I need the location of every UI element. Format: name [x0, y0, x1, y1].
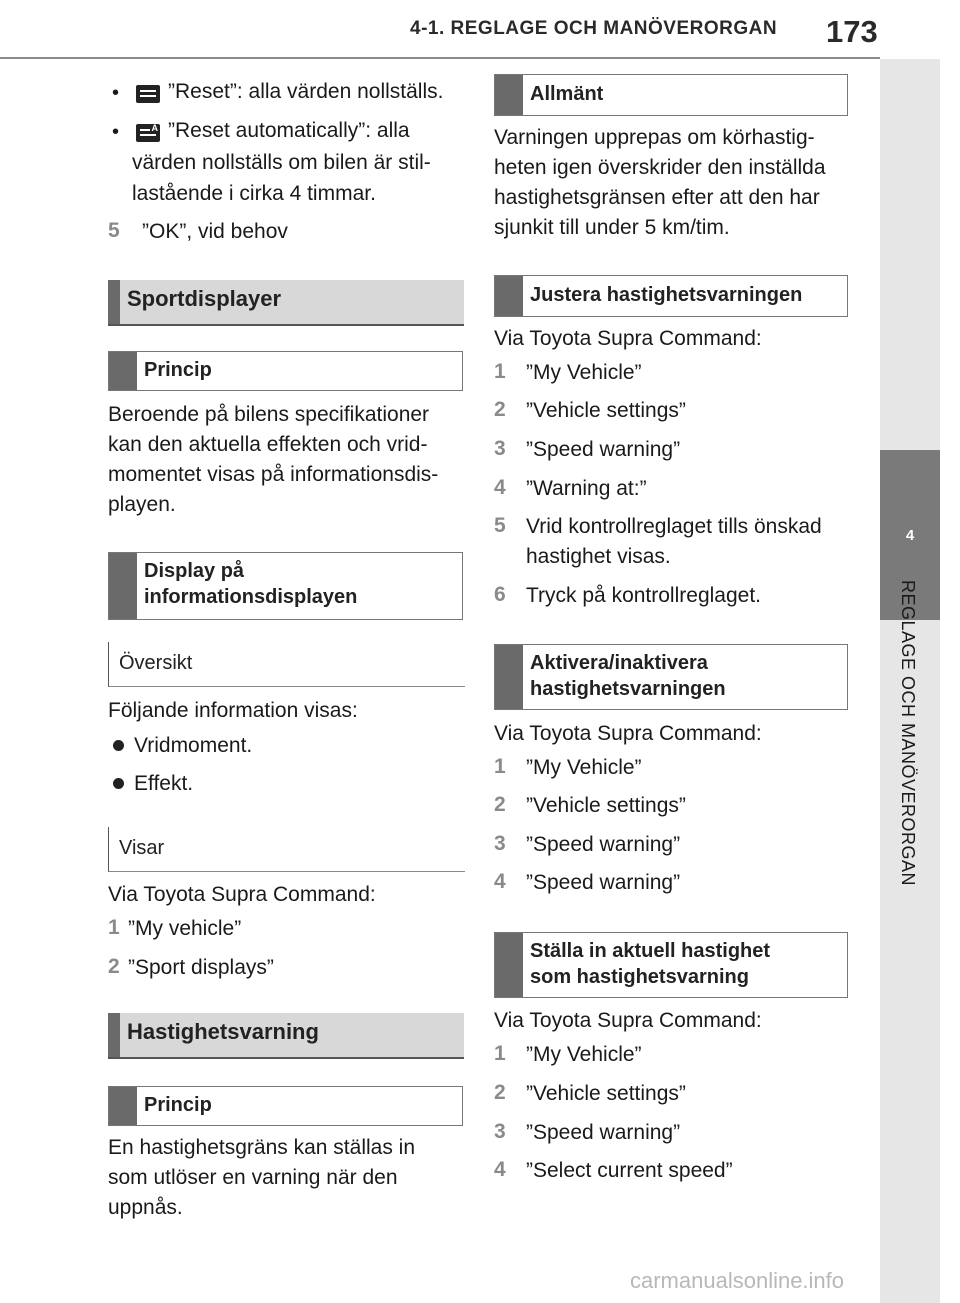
princip-line: En hastighetsgräns kan ställas in: [108, 1136, 416, 1159]
step-text: ”My Vehicle”: [526, 361, 642, 384]
heading-hastighetsvarning: [108, 1013, 464, 1059]
heading-bar: [495, 75, 523, 115]
step-number: 1: [494, 360, 506, 383]
step-text: Tryck på kontrollreglaget.: [526, 584, 761, 607]
section-title: 4-1. REGLAGE OCH MANÖVERORGAN: [410, 18, 778, 39]
heading-sportdisplayer: [108, 280, 464, 326]
step-text: ”Select current speed”: [526, 1159, 733, 1182]
heading-text: Sportdisplayer: [127, 286, 282, 311]
heading-text: hastighetsvarningen: [530, 678, 726, 700]
heading-bar: [495, 645, 523, 709]
step-number: 4: [494, 476, 506, 499]
step-number: 2: [494, 1081, 506, 1104]
allmant-line: sjunkit till under 5 km/tim.: [494, 216, 730, 239]
heading-text: Ställa in aktuell hastighet: [530, 940, 771, 962]
heading-text: Allmänt: [530, 83, 604, 105]
heading-bar: [108, 280, 120, 324]
heading-text: Hastighetsvarning: [127, 1019, 319, 1044]
header-divider: [0, 57, 880, 59]
heading-stalla: [494, 932, 848, 998]
step-number: 4: [494, 870, 506, 893]
allmant-line: Varningen upprepas om körhastig-: [494, 126, 815, 149]
step-text: Vrid kontrollreglaget tills önskad: [526, 515, 822, 538]
heading-display: [108, 552, 463, 620]
step-text: ”Speed warning”: [526, 871, 681, 894]
reset-auto-icon: A: [136, 124, 160, 142]
heading-aktivera: [494, 644, 848, 710]
step-text: ”Vehicle settings”: [526, 1082, 686, 1105]
step-number: 4: [494, 1158, 506, 1181]
heading-text: Display på: [144, 560, 245, 582]
list-item: Effekt.: [134, 772, 194, 795]
princip-line: uppnås.: [108, 1196, 183, 1219]
step-number: 1: [494, 1042, 506, 1065]
heading-bar: [109, 1087, 137, 1125]
step-text: ”Sport displays”: [128, 956, 274, 979]
step-number: 1: [494, 755, 506, 778]
step-number: 2: [494, 793, 506, 816]
step-number: 6: [494, 583, 506, 606]
step-text: ”Speed warning”: [526, 833, 681, 856]
subheading-visar: [108, 827, 465, 872]
bullet-reset: ”Reset”: alla värden nollställs.: [168, 80, 444, 103]
page-number: 173: [826, 14, 878, 49]
list-item: Vridmoment.: [134, 734, 253, 757]
info-intro: Följande information visas:: [108, 699, 358, 722]
subheading-oversikt: [108, 642, 465, 687]
heading-princip: [108, 351, 463, 391]
step-text: ”Vehicle settings”: [526, 399, 686, 422]
princip-line: momentet visas på informationsdis-: [108, 463, 439, 486]
via-command: Via Toyota Supra Command:: [494, 327, 762, 350]
bullet-dot: •: [112, 121, 120, 143]
via-command: Via Toyota Supra Command:: [108, 883, 376, 906]
chapter-label: REGLAGE OCH MANÖVERORGAN: [898, 580, 918, 887]
step-text: ”Warning at:”: [526, 477, 647, 500]
step-number: 3: [494, 437, 506, 460]
bullet-dot: •: [112, 82, 120, 104]
reset-icon: [136, 85, 160, 103]
heading-text: Justera hastighetsvarningen: [530, 284, 803, 306]
allmant-line: hastighetsgränsen efter att den har: [494, 186, 820, 209]
heading-text: Aktivera/inaktivera: [530, 652, 708, 674]
via-command: Via Toyota Supra Command:: [494, 1009, 762, 1032]
princip-line: som utlöser en varning när den: [108, 1166, 398, 1189]
heading-bar: [109, 553, 137, 619]
bullet-reset-auto-line3: lastående i cirka 4 timmar.: [132, 182, 376, 205]
allmant-line: heten igen överskrider den inställda: [494, 156, 826, 179]
step-text: ”Speed warning”: [526, 1121, 681, 1144]
step-number: 5: [108, 219, 120, 242]
princip-line: playen.: [108, 493, 176, 516]
heading-bar: [495, 933, 523, 997]
step-number: 1: [108, 916, 120, 939]
step-text-cont: hastighet visas.: [526, 545, 671, 568]
heading-bar: [109, 352, 137, 390]
step-text: ”My Vehicle”: [526, 1043, 642, 1066]
step-text: ”Speed warning”: [526, 438, 681, 461]
heading-text: informationsdisplayen: [144, 586, 358, 608]
step-text: ”My Vehicle”: [526, 756, 642, 779]
heading-bar: [108, 1013, 120, 1057]
heading-allmant: [494, 74, 848, 116]
heading-justera: [494, 275, 848, 317]
heading-princip: [108, 1086, 463, 1126]
step-number: 3: [494, 1120, 506, 1143]
side-tab-background-top: [880, 59, 940, 450]
via-command: Via Toyota Supra Command:: [494, 722, 762, 745]
watermark: carmanualsonline.info: [630, 1268, 845, 1293]
heading-text: som hastighetsvarning: [530, 966, 749, 988]
step-number: 3: [494, 832, 506, 855]
bullet-disc: [113, 778, 124, 789]
chapter-number: 4: [905, 526, 915, 544]
bullet-disc: [113, 740, 124, 751]
subheading-text: Visar: [119, 837, 165, 859]
princip-line: Beroende på bilens specifikationer: [108, 403, 430, 426]
step-5-text: ”OK”, vid behov: [142, 220, 288, 243]
step-text: ”Vehicle settings”: [526, 794, 686, 817]
bullet-reset-auto-line1: ”Reset automatically”: alla: [168, 119, 410, 142]
heading-bar: [495, 276, 523, 316]
step-number: 2: [108, 955, 120, 978]
subheading-text: Översikt: [119, 652, 193, 674]
bullet-reset-auto-line2: värden nollställs om bilen är stil-: [132, 151, 431, 174]
princip-line: kan den aktuella effekten och vrid-: [108, 433, 428, 456]
step-text: ”My vehicle”: [128, 917, 242, 940]
step-number: 5: [494, 514, 506, 537]
heading-text: Princip: [144, 359, 212, 381]
step-number: 2: [494, 398, 506, 421]
heading-text: Princip: [144, 1094, 212, 1116]
